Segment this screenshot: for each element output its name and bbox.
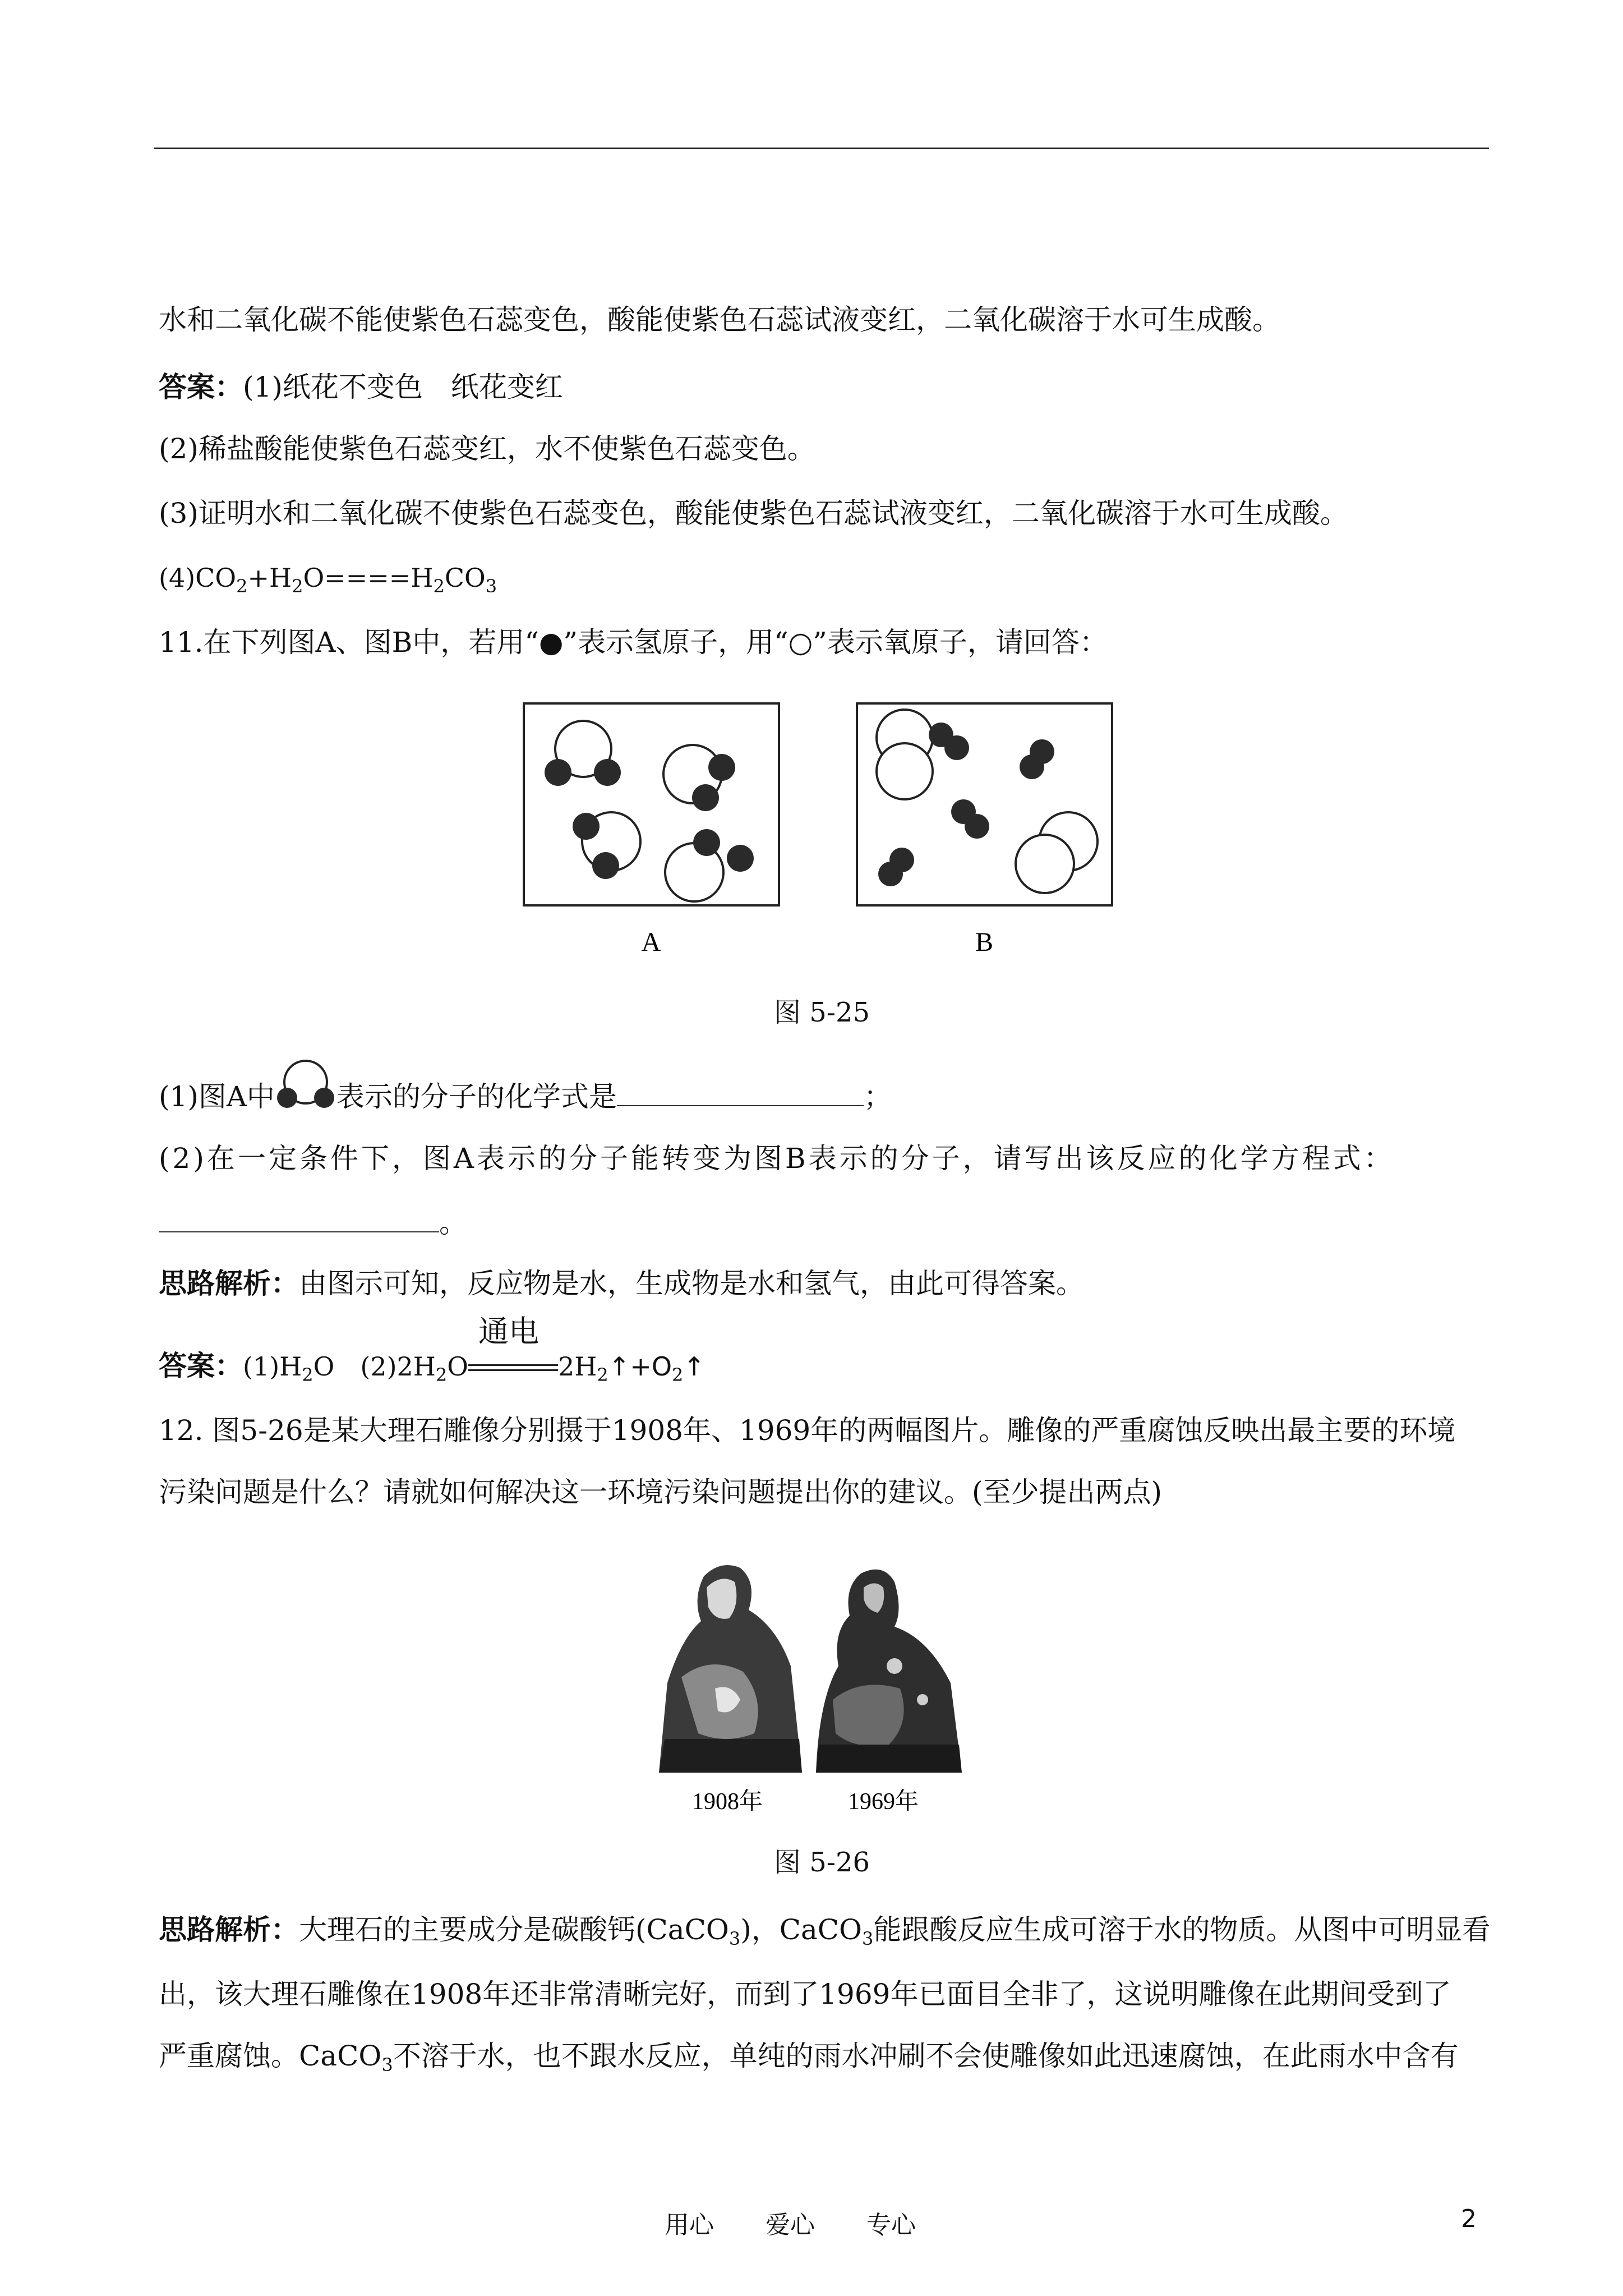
- statue-1969-image: [816, 1570, 962, 1773]
- eq-sub: 2: [597, 1364, 608, 1386]
- answer-blank: [617, 1080, 864, 1106]
- oxygen-atom: [1016, 835, 1074, 893]
- eq-sub: 2: [292, 576, 303, 597]
- eq-sub: 2: [435, 1364, 448, 1386]
- analysis-text: 大理石的主要成分是碳酸钙(CaCO: [299, 1913, 729, 1946]
- hydrogen-atom: [693, 829, 720, 856]
- label-b: B: [975, 927, 994, 957]
- hydrogen-atom: [727, 845, 754, 872]
- question-12-line-1: 12. 图5-26是某大理石雕像分别摄于1908年、1969年的两幅图片。雕像的严重腐蚀反映出最主要的环境: [159, 1414, 1456, 1447]
- q-text: (1)图A中: [159, 1080, 275, 1113]
- figure-5-26: [648, 1554, 979, 1823]
- eq-sub: 2: [236, 576, 248, 597]
- label-a: A: [641, 927, 661, 957]
- answer-3: (3)证明水和二氧化碳不使紫色石蕊变色，酸能使紫色石蕊试液变红，二氧化碳溶于水可生成酸。: [159, 497, 1348, 530]
- analysis-text: 不溶于水，也不跟水反应，单纯的雨水冲刷不会使雕像如此迅速腐蚀，在此雨水中含有: [393, 2040, 1459, 2072]
- footer-slogan-3: 专心: [866, 2211, 916, 2239]
- answer-label: 答案：: [159, 371, 243, 403]
- eq-part: (1)H: [243, 1351, 302, 1382]
- question-11: 11.在下列图A、图B中，若用“●”表示氢原子，用“○”表示氧原子，请回答：: [159, 626, 1108, 659]
- hydrogen-atom: [594, 759, 621, 786]
- hydrogen-atom: [708, 754, 735, 781]
- eq-sub: 3: [728, 1928, 741, 1949]
- eq-sub: 2: [302, 1364, 313, 1386]
- analysis-text: 能跟酸反应生成可溶于水的物质。从图中可明显看: [873, 1913, 1491, 1946]
- eq-part: CO: [444, 563, 486, 593]
- eq-part: ↑: [683, 1351, 705, 1382]
- q-text: 。: [439, 1207, 467, 1239]
- answer-label: 答案：: [159, 1350, 243, 1382]
- paragraph-line: 水和二氧化碳不能使紫色石蕊变色，酸能使紫色石蕊试液变红，二氧化碳溶于水可生成酸。: [159, 303, 1280, 336]
- hydrogen-atom: [573, 813, 600, 840]
- eq-sub: 2: [433, 576, 445, 597]
- analysis-text: 严重腐蚀。CaCO: [159, 2040, 382, 2072]
- analysis-12-line-2: 出，该大理石雕像在1908年还非常清晰完好，而到了1969年已面目全非了，这说明雕像在此期间受到了: [159, 1978, 1451, 2010]
- answer-blank: [159, 1207, 439, 1232]
- eq-part: ↑+O: [608, 1351, 672, 1382]
- hydrogen-atom: [944, 735, 969, 760]
- analysis-12-line-3: [159, 2039, 1459, 2076]
- figure-caption: 图 5-26: [774, 1847, 870, 1878]
- analysis-label: 思路解析：: [159, 1913, 299, 1946]
- analysis-text: 由图示可知，反应物是水，生成物是水和氢气，由此可得答案。: [299, 1267, 1084, 1300]
- figure-caption: 图 5-25: [774, 997, 870, 1028]
- hydrogen-atom: [1020, 754, 1044, 779]
- footer-slogan-2: 爱心: [766, 2211, 815, 2239]
- hydrogen-atom: [965, 814, 989, 839]
- question-12-line-2: 污染问题是什么？请就如何解决这一环境污染问题提出你的建议。(至少提出两点): [159, 1476, 1163, 1508]
- eq-part: +H: [247, 563, 292, 593]
- analysis-11: [159, 1267, 1084, 1300]
- answer-1: [159, 370, 563, 404]
- eq-part: 2H: [557, 1351, 597, 1382]
- answer-text: (1)纸花不变色 纸花变红: [243, 371, 563, 403]
- label-1969: 1969年: [847, 1789, 919, 1815]
- hydrogen-atom: [878, 862, 903, 886]
- page-number: 2: [1461, 2205, 1477, 2233]
- statue-1908-image: [659, 1565, 802, 1773]
- header-rule: [154, 148, 1489, 149]
- eq-sub: 3: [485, 576, 497, 597]
- label-1908: 1908年: [691, 1789, 763, 1815]
- hydrogen-atom: [592, 852, 619, 879]
- q-text: 表示的分子的化学式是: [336, 1080, 617, 1113]
- eq-part: (4)CO: [159, 563, 237, 593]
- equals-line: [468, 1364, 558, 1366]
- q-text: ；: [863, 1080, 892, 1113]
- question-11-2: (2)在一定条件下，图A表示的分子能转变为图B表示的分子，请写出该反应的化学方程式：: [159, 1142, 1395, 1175]
- analysis-text: )，CaCO: [740, 1913, 863, 1946]
- analysis-label: 思路解析：: [159, 1267, 299, 1300]
- question-11-2-blank: [159, 1206, 467, 1240]
- eq-part: O: [447, 1351, 468, 1382]
- hydrogen-atom: [545, 759, 571, 786]
- eq-sub: 2: [672, 1364, 684, 1386]
- analysis-12-line-1: [159, 1913, 1490, 1947]
- footer-slogan-1: 用心: [665, 2211, 714, 2239]
- eq-part: O (2)2H: [313, 1351, 436, 1382]
- question-11-1: [159, 1080, 892, 1114]
- figure-5-25: [516, 696, 1122, 965]
- answer-4-equation: [159, 561, 497, 595]
- eq-part: O====H: [303, 563, 434, 593]
- eq-sub: 3: [862, 1928, 874, 1949]
- hydrogen-atom: [692, 784, 719, 811]
- water-molecule-icon: [275, 1080, 336, 1114]
- reaction-condition: [468, 1314, 558, 1375]
- answer-11: [159, 1314, 705, 1386]
- eq-sub: 3: [381, 2054, 393, 2076]
- equals-line: [468, 1369, 558, 1371]
- condition-text: 通电: [478, 1314, 539, 1349]
- answer-2: (2)稀盐酸能使紫色石蕊变红，水不使紫色石蕊变色。: [159, 432, 815, 465]
- oxygen-atom: [877, 743, 933, 799]
